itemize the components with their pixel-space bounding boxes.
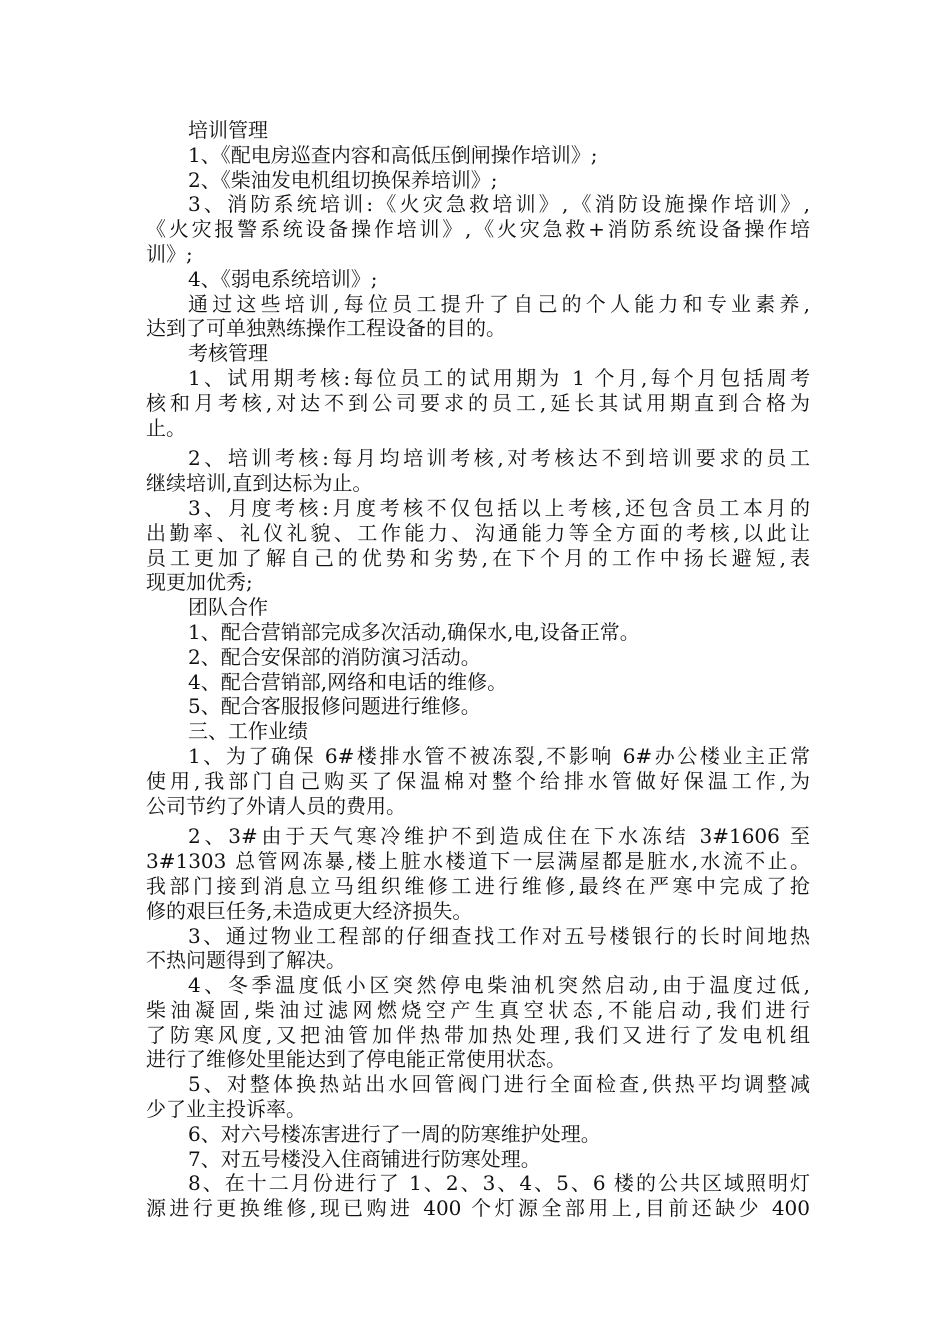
training-summary-line-1: 通过这些培训,每位员工提升了自己的个人能力和专业素养, [188,291,810,316]
heading-training: 培训管理 [188,118,268,142]
document-page [146,118,810,1221]
performance-item-5-line-1: 5、对整体换热站出水回管阀门进行全面检查,供热平均调整减 [188,1072,810,1097]
performance-item-2-line-1: 2、3#由于天气寒冷维护不到造成住在下水冻结 3#1606 至 [188,824,810,849]
performance-item-5-line-2: 少了业主投诉率。 [146,1097,306,1122]
teamwork-item-4: 4、配合营销部,网络和电话的维修。 [188,669,508,694]
performance-item-2-line-3: 我部门接到消息立马组织维修工进行维修,最终在严寒中完成了抢 [146,873,810,898]
training-item-3-line-2: 《火灾报警系统设备操作培训》,《火灾急救+消防系统设备操作培 [146,217,810,242]
performance-item-4-line-2: 柴油凝固,柴油过滤网燃烧空产生真空状态,不能启动,我们进行 [146,997,810,1022]
heading-teamwork: 团队合作 [188,595,268,620]
assessment-item-2-line-2: 继续培训,直到达标为止。 [146,471,373,496]
training-item-2: 2、《柴油发电机组切换保养培训》; [188,167,498,192]
performance-item-8-line-2: 源进行更换维修,现已购进 400 个灯源全部用上,目前还缺少 400 [146,1196,810,1221]
heading-assessment: 考核管理 [188,341,268,366]
performance-item-3-line-2: 不热问题得到了解决。 [146,948,346,973]
training-item-3-line-1: 3、消防系统培训:《火灾急救培训》,《消防设施操作培训》, [188,192,810,217]
assessment-item-3-line-4: 现更加优秀; [146,570,253,595]
training-summary-line-2: 达到了可单独熟练操作工程设备的目的。 [146,316,506,341]
performance-item-3-line-1: 3、通过物业工程部的仔细查找工作对五号楼银行的长时间地热 [188,923,810,948]
performance-item-2-line-4: 修的艰巨任务,未造成更大经济损失。 [146,898,473,923]
assessment-item-3-line-2: 出勤率、礼仪礼貌、工作能力、沟通能力等全方面的考核,以此让 [146,520,810,545]
assessment-item-3-line-3: 员工更加了解自己的优势和劣势,在下个月的工作中扬长避短,表 [146,545,810,570]
teamwork-item-5: 5、配合客服报修问题进行维修。 [188,694,481,719]
performance-item-7: 7、对五号楼没入住商铺进行防寒处理。 [188,1146,541,1171]
performance-item-6: 6、对六号楼冻害进行了一周的防寒维护处理。 [188,1121,601,1146]
performance-item-8-line-1: 8、在十二月份进行了 1、2、3、4、5、6 楼的公共区域照明灯 [188,1171,810,1196]
assessment-item-1-line-3: 止。 [146,415,186,440]
assessment-item-1-line-1: 1、试用期考核:每位员工的试用期为 1 个月,每个月包括周考 [188,365,810,390]
performance-item-4-line-3: 了防寒风度,又把油管加伴热带加热处理,我们又进行了发电机组 [146,1022,810,1047]
assessment-item-2-line-1: 2、培训考核:每月均培训考核,对考核达不到培训要求的员工 [188,446,810,471]
performance-item-2-line-2: 3#1303 总管网冻暴,楼上脏水楼道下一层满屋都是脏水,水流不止。 [146,849,810,874]
performance-item-4-line-4: 进行了维修处里能达到了停电能正常使用状态。 [146,1047,566,1072]
performance-item-4-line-1: 4、冬季温度低小区突然停电柴油机突然启动,由于温度过低, [188,973,810,998]
assessment-item-1-line-2: 核和月考核,对达不到公司要求的员工,延长其试用期直到合格为 [146,390,810,415]
training-item-3-line-3: 训》; [146,241,193,266]
teamwork-item-1: 1、配合营销部完成多次活动,确保水,电,设备正常。 [188,619,640,644]
teamwork-item-2: 2、配合安保部的消防演习活动。 [188,644,481,669]
training-item-1: 1、《配电房巡查内容和高低压倒闸操作培训》; [188,142,598,167]
heading-performance: 三、工作业绩 [188,719,308,744]
performance-item-1-line-2: 使用,我部门自己购买了保温棉对整个给排水管做好保温工作,为 [146,768,810,793]
assessment-item-3-line-1: 3、月度考核:月度考核不仅包括以上考核,还包含员工本月的 [188,495,810,520]
performance-item-1-line-1: 1、为了确保 6#楼排水管不被冻裂,不影响 6#办公楼业主正常 [188,743,810,768]
performance-item-1-line-3: 公司节约了外请人员的费用。 [146,793,406,818]
training-item-4: 4、《弱电系统培训》; [188,266,378,291]
